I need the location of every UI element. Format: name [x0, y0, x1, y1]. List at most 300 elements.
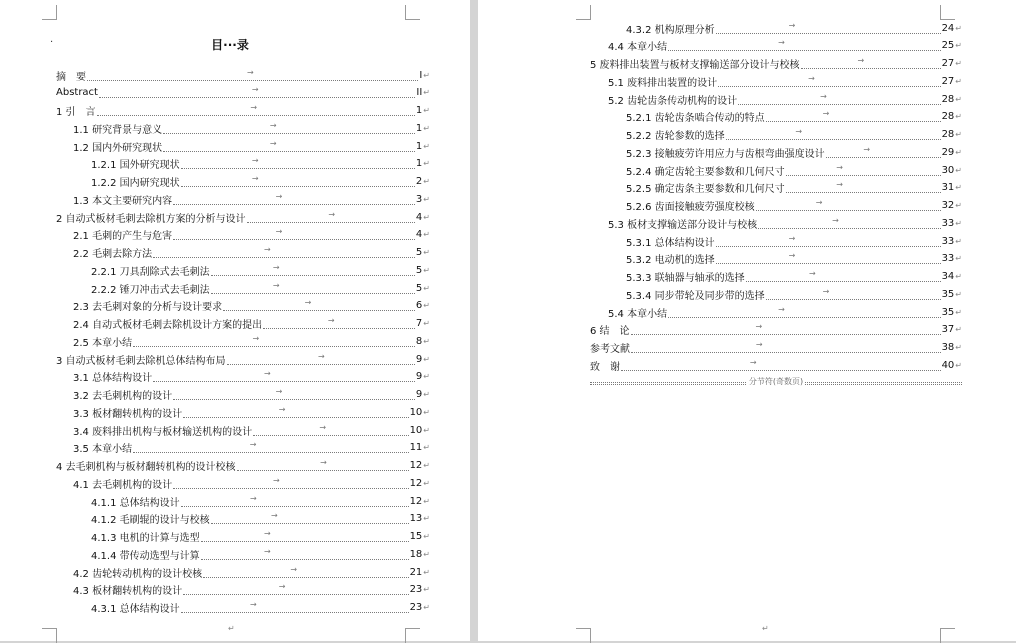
dot-leader [247, 209, 415, 223]
tab-arrow-icon: → [272, 262, 280, 272]
dot-leader [227, 351, 415, 365]
tab-arrow-icon: → [250, 600, 257, 609]
tab-arrow-icon: → [264, 546, 271, 556]
paragraph-mark-icon: ↵ [423, 372, 430, 382]
dot-leader [766, 111, 941, 122]
paragraph-mark-icon: ↵ [955, 254, 962, 264]
toc-entry-page: 35 [941, 288, 955, 300]
paragraph-mark-icon: ↵ [423, 478, 430, 488]
toc-entry-page: 5 [415, 282, 423, 294]
section-break-marker [590, 376, 962, 390]
toc-entry-page: 3 [415, 193, 423, 205]
toc-entry-title: 5.4 本章小结 [608, 308, 668, 320]
toc-entry-title: 5 废料排出装置与板材支撑输送部分设计与校核 [590, 60, 800, 71]
toc-entry-page: 27 [941, 75, 955, 87]
toc-entry[interactable] [56, 104, 430, 118]
toc-entry-page: 13 [409, 513, 423, 525]
toc-entry-page: 12 [409, 460, 423, 471]
toc-entry[interactable] [73, 405, 430, 419]
paragraph-mark-icon: ↵ [955, 325, 962, 335]
toc-entry-page: 33 [941, 253, 955, 265]
paragraph-mark-icon: ↵ [423, 496, 430, 506]
toc-entry[interactable] [626, 128, 962, 142]
tab-arrow-icon: → [863, 144, 871, 154]
toc-entry-title: 4.2 齿轮转动机构的设计校核 [73, 568, 203, 580]
paragraph-mark-icon: ↵ [955, 76, 962, 86]
toc-entry-page: 35 [941, 306, 955, 318]
toc-entry[interactable] [626, 21, 962, 35]
toc-entry-title: 3.5 本章小结 [73, 444, 133, 456]
dot-leader [668, 304, 940, 318]
toc-entry[interactable] [626, 110, 962, 124]
tab-arrow-icon: → [272, 475, 280, 485]
dot-leader [181, 602, 409, 613]
toc-entry-title: 4.4 本章小结 [608, 42, 668, 54]
paragraph-mark-icon: ↵ [955, 147, 962, 157]
toc-entry-page: 2 [415, 176, 423, 187]
paragraph-mark-icon: ↵ [423, 407, 430, 417]
paragraph-mark-icon: ↵ [423, 603, 430, 612]
toc-entry-title: 参考文献 [590, 344, 630, 355]
page-corner-mark [576, 5, 591, 20]
paragraph-mark-icon: ↵ [955, 112, 962, 122]
toc-entry-title: 1.2.1 国外研究现状 [91, 160, 180, 172]
toc-entry-title: 5.3.2 电动机的选择 [626, 255, 715, 267]
toc-entry-title: 4.3.2 机构原理分析 [626, 24, 715, 36]
toc-entry-page: 11 [409, 442, 423, 454]
toc-entry-page: 37 [941, 324, 955, 336]
paragraph-mark-icon: ↵ [423, 549, 430, 559]
tab-arrow-icon: → [272, 280, 280, 290]
toc-entry-page: 30 [941, 164, 955, 176]
tab-arrow-icon: → [304, 298, 312, 308]
toc-entry-title: 2.1 毛刺的产生与危害 [73, 231, 173, 243]
page-corner-mark [940, 5, 955, 20]
toc-entry-title: 1 引 言 [56, 107, 96, 118]
toc-entry[interactable] [56, 86, 430, 100]
toc-entry-page: 23 [409, 584, 423, 596]
dot-leader [786, 162, 941, 176]
toc-entry[interactable] [91, 512, 430, 526]
paragraph-mark-icon: ↵ [955, 94, 962, 104]
toc-entry-title: 摘 要 [56, 71, 86, 83]
toc-entry-title: 4.1.2 毛刷辊的设计与校核 [91, 515, 210, 527]
paragraph-mark-icon: ↵ [955, 130, 962, 139]
dot-leader [766, 286, 941, 300]
toc-entry-title: 5.2 齿轮齿条传动机构的设计 [608, 95, 738, 107]
toc-entry-page: 6 [415, 300, 423, 312]
paragraph-mark-icon: ↵ [423, 336, 430, 346]
dot-leader [746, 271, 941, 282]
dot-leader [716, 233, 941, 247]
dot-leader [668, 40, 940, 51]
toc-entry[interactable] [91, 530, 430, 544]
toc-entry[interactable] [73, 565, 430, 579]
toc-entry-title: 5.2.6 齿面接触疲劳强度校核 [626, 202, 755, 213]
toc-entry[interactable] [91, 547, 430, 561]
tab-arrow-icon: → [778, 304, 785, 314]
toc-entry-title: 5.3.3 联轴器与轴承的选择 [626, 273, 745, 284]
toc-entry[interactable] [626, 234, 962, 248]
toc-entry-title: 3.3 板材翻转机构的设计 [73, 408, 183, 420]
toc-entry-title: 5.3.1 总体结构设计 [626, 237, 715, 249]
tab-arrow-icon: → [252, 333, 260, 343]
dot-leader [97, 105, 415, 116]
toc-entry-page: 21 [409, 566, 423, 578]
toc-entry[interactable] [73, 246, 430, 260]
dot-leader [801, 58, 941, 69]
dot-leader [631, 342, 941, 353]
paragraph-mark-icon: ↵ [955, 360, 962, 370]
toc-entry-page: 12 [409, 495, 423, 507]
paragraph-mark-icon: ↵ [228, 624, 235, 633]
toc-entry[interactable] [590, 57, 962, 71]
toc-entry-page: 28 [941, 129, 955, 140]
toc-entry[interactable] [608, 92, 962, 106]
dot-leader [163, 120, 415, 134]
toc-entry-page: 9 [415, 353, 423, 365]
tab-arrow-icon: → [836, 180, 843, 190]
toc-entry-title: 5.3 板材支撑输送部分设计与校核 [608, 219, 758, 231]
toc-entry-page: 23 [409, 602, 423, 613]
dot-leader [237, 460, 409, 471]
tab-arrow-icon: → [788, 251, 796, 261]
toc-entry-page: 10 [409, 424, 423, 436]
toc-entry-page: 38 [941, 342, 955, 353]
toc-entry-page: 1 [415, 105, 423, 116]
dot-leader [631, 324, 941, 335]
dot-leader [211, 280, 415, 294]
tab-arrow-icon: → [755, 340, 763, 349]
page-corner-mark [42, 5, 57, 20]
tab-arrow-icon: → [328, 209, 336, 219]
toc-entry[interactable] [73, 423, 430, 437]
toc-entry[interactable] [626, 145, 962, 159]
paragraph-mark-icon: ↵ [423, 301, 430, 311]
toc-entry-page: 31 [941, 182, 955, 194]
page-corner-mark [405, 5, 420, 20]
toc-entry-page: 1 [415, 140, 423, 152]
toc-entry[interactable] [56, 68, 430, 82]
paragraph-mark-icon: ↵ [423, 194, 430, 204]
toc-entry-page: 40 [941, 359, 955, 371]
toc-entry-title: 2 自动式板材毛刺去除机方案的分析与设计 [56, 213, 246, 225]
tab-arrow-icon: → [275, 387, 283, 396]
paragraph-mark-icon: ↵ [955, 165, 962, 175]
paragraph-mark-icon: ↵ [762, 624, 769, 633]
tab-arrow-icon: → [755, 322, 763, 332]
toc-entry[interactable] [73, 441, 430, 455]
toc-entry[interactable] [91, 494, 430, 508]
toc-entry-page: 25 [941, 40, 955, 52]
toc-entry[interactable] [626, 270, 962, 284]
dot-leader [181, 158, 415, 169]
toc-entry[interactable] [626, 287, 962, 301]
paragraph-mark-icon: ↵ [955, 41, 962, 51]
toc-entry-page: I [419, 69, 423, 81]
dot-leader [183, 584, 408, 595]
tab-arrow-icon: → [250, 493, 257, 503]
dot-leader [163, 138, 415, 152]
paragraph-mark-icon: ↵ [423, 106, 430, 115]
dot-leader [201, 531, 409, 542]
tab-arrow-icon: → [317, 351, 325, 361]
tab-arrow-icon: → [278, 404, 286, 414]
toc-entry-page: 7 [415, 318, 423, 329]
dot-leader [758, 215, 940, 229]
tab-arrow-icon: → [788, 20, 796, 30]
toc-entry[interactable] [73, 192, 430, 206]
toc-entry-page: 33 [941, 235, 955, 247]
toc-entry-title: 5.3.4 同步带轮及同步带的选择 [626, 290, 765, 302]
tab-arrow-icon: → [820, 91, 827, 101]
paragraph-mark-icon: ↵ [955, 183, 962, 193]
tab-arrow-icon: → [832, 215, 839, 225]
toc-entry[interactable] [608, 74, 962, 88]
toc-entry[interactable] [91, 175, 430, 189]
paragraph-mark-icon: ↵ [423, 177, 430, 186]
toc-entry[interactable] [73, 121, 430, 135]
toc-entry[interactable] [56, 210, 430, 224]
paragraph-mark-icon: ↵ [955, 236, 962, 246]
tab-arrow-icon: → [269, 138, 277, 148]
paragraph-mark-icon: ↵ [955, 289, 962, 299]
paragraph-mark-icon: ↵ [423, 70, 430, 80]
paragraph-mark-icon: ↵ [423, 123, 430, 133]
toc-entry-page: 9 [415, 389, 423, 400]
tab-arrow-icon: → [795, 127, 803, 136]
dot-leader [183, 404, 408, 418]
toc-entry-title: 2.2.2 锤刀冲击式去毛刺法 [91, 284, 210, 296]
paragraph-mark-icon: ↵ [423, 265, 430, 275]
toc-entry-page: II [416, 87, 423, 99]
toc-entry-page: 5 [415, 247, 423, 258]
toc-entry-page: 4 [415, 229, 423, 241]
tab-arrow-icon: → [275, 227, 283, 237]
toc-entry-title: Abstract [56, 87, 98, 99]
toc-entry-title: 1.1 研究背景与意义 [73, 124, 163, 136]
toc-entry-page: 1 [415, 122, 423, 134]
toc-entry-page: 4 [415, 211, 423, 223]
tab-arrow-icon: → [264, 245, 271, 254]
toc-entry-title: 3.1 总体结构设计 [73, 373, 153, 385]
toc-entry-page: 10 [409, 406, 423, 418]
toc-entry-title: 4 去毛刺机构与板材翻转机构的设计校核 [56, 462, 236, 473]
dot-leader [786, 182, 941, 193]
paragraph-mark-icon: ↵ [423, 514, 430, 524]
toc-entry-title: 5.2.4 确定齿轮主要参数和几何尺寸 [626, 166, 785, 178]
toc-entry-page: 15 [409, 531, 423, 542]
paragraph-mark-icon: ↵ [423, 230, 430, 240]
toc-entry[interactable] [91, 157, 430, 171]
toc-entry-title: 2.3 去毛刺对象的分析与设计要求 [73, 302, 223, 314]
tab-arrow-icon: → [264, 529, 271, 538]
tab-arrow-icon: → [836, 162, 843, 172]
toc-entry-title: 5.2.2 齿轮参数的选择 [626, 131, 725, 142]
paragraph-mark-icon: ↵ [423, 159, 430, 169]
toc-entry[interactable] [91, 281, 430, 295]
tab-arrow-icon: → [275, 191, 283, 201]
paragraph-mark-icon: ↵ [423, 248, 430, 257]
dot-leader [756, 200, 941, 211]
toc-entry[interactable] [73, 228, 430, 242]
toc-entry[interactable] [73, 139, 430, 153]
tab-arrow-icon: → [815, 198, 823, 207]
tab-arrow-icon: → [808, 73, 815, 83]
dot-leader [211, 262, 415, 276]
toc-entry[interactable] [590, 358, 962, 372]
dot-leader [726, 129, 941, 140]
dot-leader [738, 91, 940, 105]
toc-entry-title: 5.2.3 接触疲劳许用应力与齿根弯曲强度设计 [626, 148, 825, 160]
dot-leader [153, 247, 415, 258]
tab-arrow-icon: → [809, 269, 816, 278]
toc-entry-title: 2.2.1 刀具刮除式去毛刺法 [91, 266, 210, 278]
tab-arrow-icon: → [251, 156, 259, 166]
tab-arrow-icon: → [251, 174, 259, 183]
toc-entry-title: 2.5 本章小结 [73, 337, 133, 349]
toc-entry-title: 3.2 去毛刺机构的设计 [73, 391, 173, 402]
dot-leader [99, 87, 415, 98]
toc-entry-title: 5.2.5 确定齿条主要参数和几何尺寸 [626, 184, 785, 196]
tab-arrow-icon: → [749, 357, 757, 367]
dot-leader [253, 422, 408, 436]
toc-entry-page: 28 [941, 93, 955, 105]
paragraph-mark-icon: ↵ [423, 319, 430, 328]
toc-entry[interactable] [626, 163, 962, 177]
toc-entry-page: 28 [941, 111, 955, 123]
dot-leader [223, 300, 415, 311]
toc-entry-page: 12 [409, 477, 423, 489]
tab-arrow-icon: → [778, 38, 785, 48]
tab-arrow-icon: → [327, 316, 335, 325]
toc-entry-title: 1.2.2 国内研究现状 [91, 178, 180, 189]
toc-entry-title: 4.1.1 总体结构设计 [91, 497, 180, 509]
toc-entry-title: 3 自动式板材毛刺去除机总体结构布局 [56, 355, 226, 367]
paragraph-mark-icon: ↵ [423, 354, 430, 364]
paragraph-mark-icon: ↵ [423, 567, 430, 577]
paragraph-mark-icon: ↵ [955, 59, 962, 68]
toc-entry-title: 2.4 自动式板材毛刺去除机设计方案的提出 [73, 320, 263, 331]
dot-leader [718, 73, 940, 87]
toc-entry[interactable] [73, 583, 430, 597]
toc-entry[interactable] [91, 601, 430, 615]
toc-entry-page: 9 [415, 371, 423, 383]
list-bullet: · [50, 37, 54, 48]
tab-arrow-icon: → [250, 103, 258, 112]
toc-entry[interactable] [73, 334, 430, 348]
tab-arrow-icon: → [278, 582, 286, 592]
dot-leader [203, 564, 408, 578]
dot-leader [173, 229, 415, 240]
toc-entry[interactable] [626, 252, 962, 266]
toc-entry[interactable] [608, 39, 962, 53]
toc-entry[interactable] [590, 323, 962, 337]
dot-leader [133, 333, 415, 347]
paragraph-mark-icon: ↵ [423, 585, 430, 595]
toc-entry-title: 致 谢 [590, 361, 620, 373]
tab-arrow-icon: → [319, 422, 327, 432]
toc-entry[interactable] [91, 263, 430, 277]
paragraph-mark-icon: ↵ [955, 23, 962, 33]
toc-entry-title: 5.1 废料排出装置的设计 [608, 77, 718, 89]
toc-entry-page: 18 [409, 548, 423, 560]
toc-entry[interactable] [608, 216, 962, 230]
paragraph-mark-icon: ↵ [423, 283, 430, 293]
toc-entry[interactable] [73, 476, 430, 490]
paragraph-mark-icon: ↵ [955, 272, 962, 281]
tab-arrow-icon: → [251, 85, 259, 95]
toc-entry[interactable] [590, 341, 962, 355]
toc-entry-page: 24 [941, 22, 955, 34]
toc-entry-page: 1 [415, 158, 423, 170]
paragraph-mark-icon: ↵ [955, 201, 962, 210]
dot-leader [716, 20, 941, 34]
dot-leader [621, 357, 941, 371]
toc-entry[interactable] [73, 370, 430, 384]
paragraph-mark-icon: ↵ [955, 307, 962, 317]
toc-entry-page: 32 [941, 200, 955, 211]
toc-entry-title: 5.2.1 齿轮齿条啮合传动的特点 [626, 113, 765, 125]
dot-leader [181, 493, 409, 507]
paragraph-mark-icon: ↵ [423, 461, 430, 470]
dot-leader [173, 191, 415, 205]
tab-arrow-icon: → [249, 440, 257, 450]
toc-entry-title: 6 结 论 [590, 326, 630, 338]
toc-entry[interactable] [73, 317, 430, 331]
toc-entry-title: 4.1.3 电机的计算与选型 [91, 533, 200, 544]
dot-leader [263, 318, 415, 329]
dot-leader [826, 144, 941, 158]
tab-arrow-icon: → [822, 286, 830, 296]
tab-arrow-icon: → [264, 369, 271, 379]
toc-entry[interactable] [626, 199, 962, 213]
tab-arrow-icon: → [788, 233, 796, 243]
dot-leader [87, 67, 418, 81]
paragraph-mark-icon: ↵ [955, 218, 962, 228]
paragraph-mark-icon: ↵ [423, 212, 430, 222]
paragraph-mark-icon: ↵ [423, 88, 430, 98]
dot-leader [181, 176, 415, 187]
toc-entry-page: 27 [941, 58, 955, 69]
toc-entry-page: 33 [941, 217, 955, 229]
toc-heading[interactable]: 目···录 [211, 38, 249, 52]
tab-arrow-icon: → [271, 511, 278, 521]
toc-entry[interactable] [608, 305, 962, 319]
tab-arrow-icon: → [857, 56, 865, 65]
toc-entry-title: 4.3.1 总体结构设计 [91, 604, 180, 615]
toc-entry[interactable] [73, 388, 430, 402]
toc-entry-title: 4.3 板材翻转机构的设计 [73, 586, 183, 598]
toc-entry[interactable] [626, 181, 962, 195]
toc-entry-title: 2.2 毛刺去除方法 [73, 249, 153, 260]
tab-arrow-icon: → [320, 458, 327, 467]
toc-entry-page: 34 [941, 271, 955, 282]
toc-entry-title: 3.4 废料排出机构与板材输送机构的设计 [73, 426, 253, 438]
tab-arrow-icon: → [822, 109, 830, 119]
paragraph-mark-icon: ↵ [423, 141, 430, 151]
toc-entry[interactable] [56, 352, 430, 366]
dot-leader [173, 389, 415, 400]
toc-entry[interactable] [73, 299, 430, 313]
dot-leader [173, 475, 408, 489]
tab-arrow-icon: → [269, 120, 277, 130]
paragraph-mark-icon: ↵ [955, 343, 962, 352]
tab-arrow-icon: → [290, 564, 298, 574]
toc-entry-title: 1.3 本文主要研究内容 [73, 195, 173, 207]
toc-entry[interactable] [56, 459, 430, 473]
paragraph-mark-icon: ↵ [423, 425, 430, 435]
